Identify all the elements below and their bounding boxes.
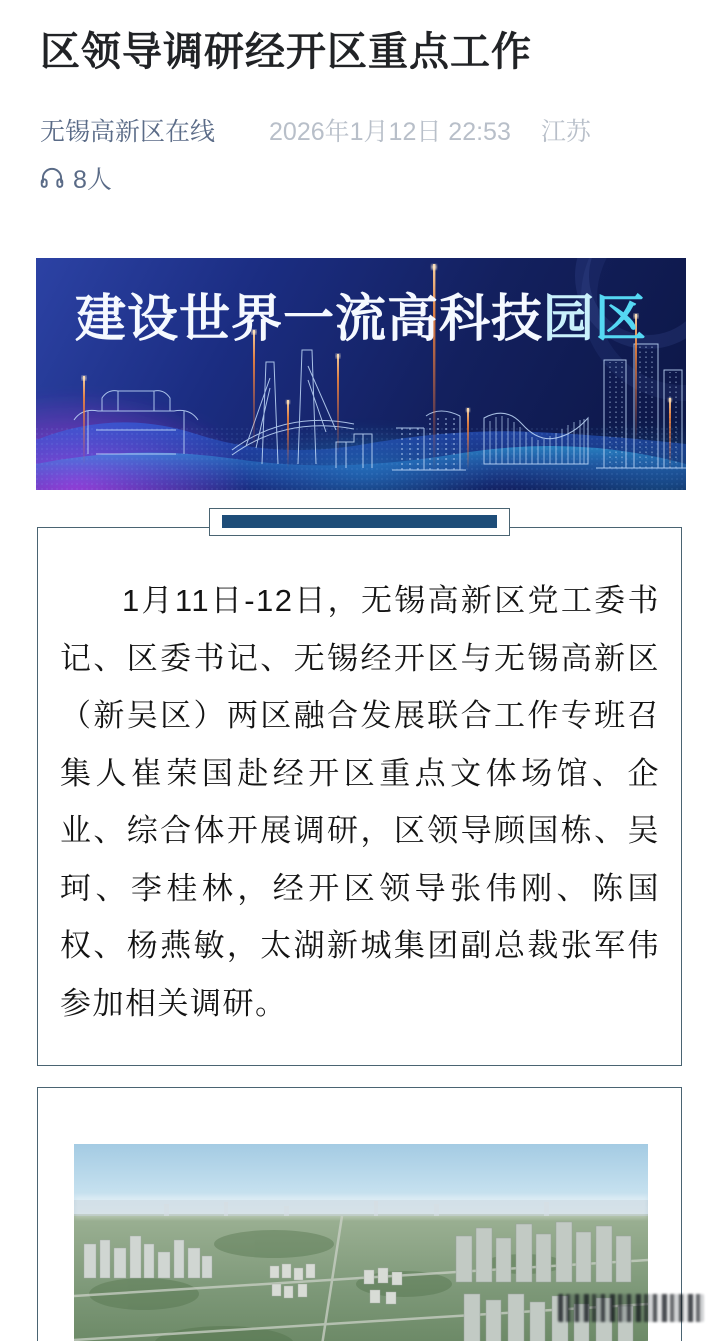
- publish-region: 江苏: [540, 118, 591, 146]
- listen-row[interactable]: [38, 160, 112, 196]
- banner-headline-accent2: 区: [595, 292, 648, 348]
- banner-headline-main: 建设世界一流高科技: [74, 292, 543, 348]
- publish-date: 2026年1月12日 22:53: [269, 118, 511, 146]
- listener-count: 8人: [73, 166, 112, 194]
- section-tab-bar: [222, 515, 497, 528]
- section-tab: [209, 508, 510, 536]
- article-paragraph: 1月11日-12日，无锡高新区党工委书记、区委书记、无锡经开区与无锡高新区（新吴区）两区融合发展联合工作专班召集人崔荣国赴经开区重点文体场馆、企业、综合体开展调研，区领导顾国栋、吴珂、李桂林，经开区领导张伟刚、陈国权、杨燕敏，太湖新城集团副总裁张军伟参加相关调研。: [60, 583, 660, 1021]
- article-meta: [40, 112, 690, 148]
- banner-headline: [36, 292, 686, 348]
- headphones-icon: [38, 164, 66, 192]
- banner-headline-accent1: 园: [542, 292, 595, 348]
- article-body-card: [37, 527, 682, 1066]
- watermark: [558, 1294, 704, 1322]
- banner-image: [36, 258, 686, 490]
- page-title: 区领导调研经开区重点工作: [40, 30, 532, 74]
- source-link[interactable]: 无锡高新区在线: [40, 118, 216, 146]
- photo-card: [37, 1087, 682, 1341]
